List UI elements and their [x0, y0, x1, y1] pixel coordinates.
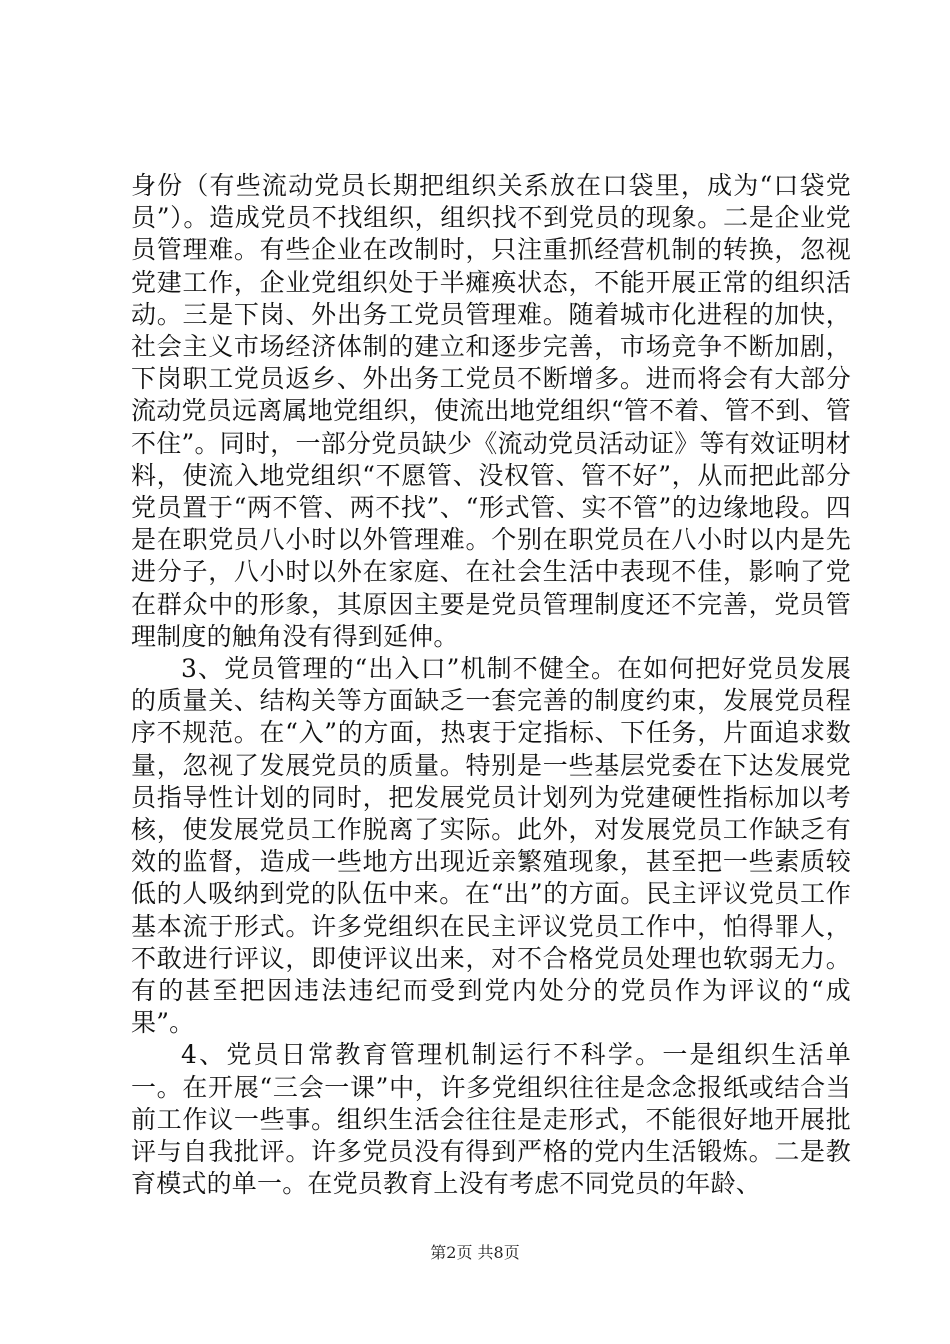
paragraph-2: 3、党员管理的“出入口”机制不健全。在如何把好党员发展的质量关、结构关等方面缺乏一套完善的制度约束，发展党员程序不规范。在“入”的方面，热衷于定指标、下任务，片面追求数量，忽视了发展党员的质量。特别是一些基层党委在下达发展党员指导性计划的同时，把发展党员计划列为党建硬性指标加以考核，使发展党员工作脱离了实际。此外，对发展党员工作缺乏有效的监督，造成一些地方出现近亲繁殖现象，甚至把一些素质较低的人吸纳到党的队伍中来。在“出”的方面。民主评议党员工作基本流于形式。许多党组织在民主评议党员工作中，怕得罪人，不敢进行评议，即使评议出来，对不合格党员处理也软弱无力。有的甚至把因违法违纪而受到党内处分的党员作为评议的“成果”。 [131, 654, 851, 1038]
paragraph-1: 身份（有些流动党员长期把组织关系放在口袋里，成为“口袋党员”）。造成党员不找组织，组织找不到党员的现象。二是企业党员管理难。有些企业在改制时，只注重抓经营机制的转换，忽视党建工作，企业党组织处于半瘫痪状态，不能开展正常的组织活动。三是下岗、外出务工党员管理难。随着城市化进程的加快，社会主义市场经济体制的建立和逐步完善，市场竞争不断加剧，下岗职工党员返乡、外出务工党员不断增多。进而将会有大部分流动党员远离属地党组织，使流出地党组织“管不着、管不到、管不住”。同时，一部分党员缺少《流动党员活动证》等有效证明材料，使流入地党组织“不愿管、没权管、管不好”，从而把此部分党员置于“两不管、两不找”、“形式管、实不管”的边缘地段。四是在职党员八小时以外管理难。个别在职党员在八小时以内是先进分子，八小时以外在家庭、在社会生活中表现不佳，影响了党在群众中的形象，其原因主要是党员管理制度还不完善，党员管理制度的触角没有得到延伸。 [131, 171, 851, 651]
paragraph-3: 4、党员日常教育管理机制运行不科学。一是组织生活单一。在开展“三会一课”中，许多党组织往往是念念报纸或结合当前工作议一些事。组织生活会往往是走形式，不能很好地开展批评与自我批评。许多党员没有得到严格的党内生活锻炼。二是教育模式的单一。在党员教育上没有考虑不同党员的年龄、 [131, 1040, 851, 1199]
page-number-footer: 第2页 共8页 [430, 1243, 520, 1262]
document-body [131, 170, 851, 1201]
